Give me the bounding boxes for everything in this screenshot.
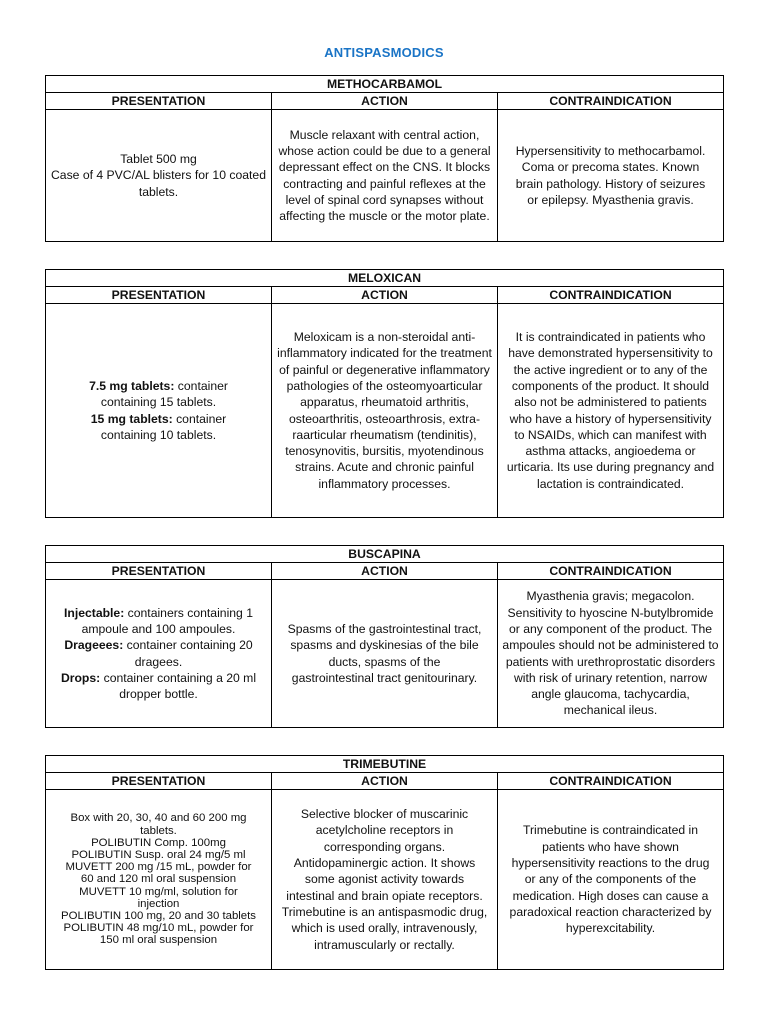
header-presentation: PRESENTATION: [46, 287, 272, 304]
drug-table-meloxican: [45, 269, 724, 518]
presentation-line: Box with 20, 30, 40 and 60 200 mg tablets.: [70, 812, 247, 837]
contraindication-cell: It is contraindicated in patients who have demonstrated hypersensitivity to the active ingredient or to any of the components of the product. It should also not be administered to patients who have a history of hypersensitivity to NSAIDs, which can manifest with asthma attacks, angioedema or urticaria. Its use during pregnancy and lactation is contraindicated.: [498, 304, 724, 518]
header-action: ACTION: [272, 287, 498, 304]
presentation-line: POLIBUTIN Susp. oral 24 mg/5 ml: [71, 848, 246, 861]
presentation-cell: [46, 790, 272, 970]
presentation-line: POLIBUTIN 48 mg/10 mL, powder for 150 ml oral suspension: [63, 922, 254, 947]
header-presentation: PRESENTATION: [46, 563, 272, 580]
contraindication-cell: Myasthenia gravis; megacolon. Sensitivity to hyoscine N-butylbromide or any component of the product. The ampoules should not be administered to patients with urethroprostatic disorders with risk of urinary retention, narrow angle glaucoma, tachycardia, mechanical ileus.: [498, 580, 724, 728]
presentation-line: 15 mg tablets: container containing 10 tablets.: [90, 411, 227, 442]
header-contraindication: CONTRAINDICATION: [498, 773, 724, 790]
drug-name: TRIMEBUTINE: [46, 756, 724, 773]
drug-name: BUSCAPINA: [46, 546, 724, 563]
presentation-line: MUVETT 200 mg /15 mL, powder for 60 and 120 ml oral suspension: [65, 861, 252, 886]
drug-name: MELOXICAN: [46, 270, 724, 287]
action-cell: Meloxicam is a non-steroidal anti-inflammatory indicated for the treatment of painful or degenerative inflammatory pathologies of the osteomyoarticular apparatus, rheumatoid arthritis, osteoarthritis, osteoarthrosis, extra-raarticular rheumatism (tendinitis), tenosynovitis, bursitis, myotendinous strains. Acute and chronic painful inflammatory processes.: [272, 304, 498, 518]
presentation-line: 7.5 mg tablets: container containing 15 tablets.: [89, 378, 228, 410]
header-action: ACTION: [272, 773, 498, 790]
drug-table-buscapina: [45, 545, 724, 728]
drug-table-methocarbamol: [45, 75, 724, 242]
presentation-line: Tablet 500 mg: [120, 152, 197, 167]
presentation-line: POLIBUTIN Comp. 100mg: [91, 836, 226, 849]
contraindication-cell: Hypersensitivity to methocarbamol. Coma or precoma states. Known brain pathology. History of seizures or epilepsy. Myasthenia gravis.: [498, 110, 724, 242]
presentation-line: POLIBUTIN 100 mg, 20 and 30 tablets: [60, 910, 256, 922]
presentation-line: Injectable: containers containing 1 ampoule and 100 ampoules.: [63, 605, 253, 636]
presentation-cell: [46, 110, 272, 242]
page-title: ANTISPASMODICS: [324, 45, 444, 60]
header-action: ACTION: [272, 563, 498, 580]
contraindication-cell: Trimebutine is contraindicated in patients who have shown hypersensitivity reactions to the drug or any of the components of the medication. High doses can cause a paradoxical reaction characterized by hyperexcitability.: [498, 790, 724, 970]
presentation-line: Drops: container containing a 20 ml dropper bottle.: [60, 670, 257, 702]
presentation-line: Case of 4 PVC/AL blisters for 10 coated tablets.: [51, 168, 266, 199]
action-cell: Spasms of the gastrointestinal tract, spasms and dyskinesias of the bile ducts, spasms of the gastrointestinal tract genitourinary.: [272, 580, 498, 728]
drug-name: METHOCARBAMOL: [46, 76, 724, 93]
drug-table-trimebutine: [45, 755, 724, 970]
header-contraindication: CONTRAINDICATION: [498, 93, 724, 110]
presentation-line: MUVETT 10 mg/ml, solution for injection: [79, 885, 238, 910]
presentation-cell: [46, 304, 272, 518]
action-cell: Selective blocker of muscarinic acetylcholine receptors in corresponding organs. Antidopaminergic action. It shows some agonist activity towards intestinal and brain opiate receptors. Trimebutine is an antispasmodic drug, which is used orally, intravenously, intramuscularly or rectally.: [272, 790, 498, 970]
header-presentation: PRESENTATION: [46, 773, 272, 790]
header-contraindication: CONTRAINDICATION: [498, 563, 724, 580]
header-presentation: PRESENTATION: [46, 93, 272, 110]
header-contraindication: CONTRAINDICATION: [498, 287, 724, 304]
presentation-line: Drageees: container containing 20 dragees.: [64, 638, 253, 669]
presentation-cell: [46, 580, 272, 728]
action-cell: Muscle relaxant with central action, whose action could be due to a general depressant effect on the CNS. It blocks contracting and painful reflexes at the level of spinal cord synapses without affecting the muscle or the motor plate.: [272, 110, 498, 242]
header-action: ACTION: [272, 93, 498, 110]
